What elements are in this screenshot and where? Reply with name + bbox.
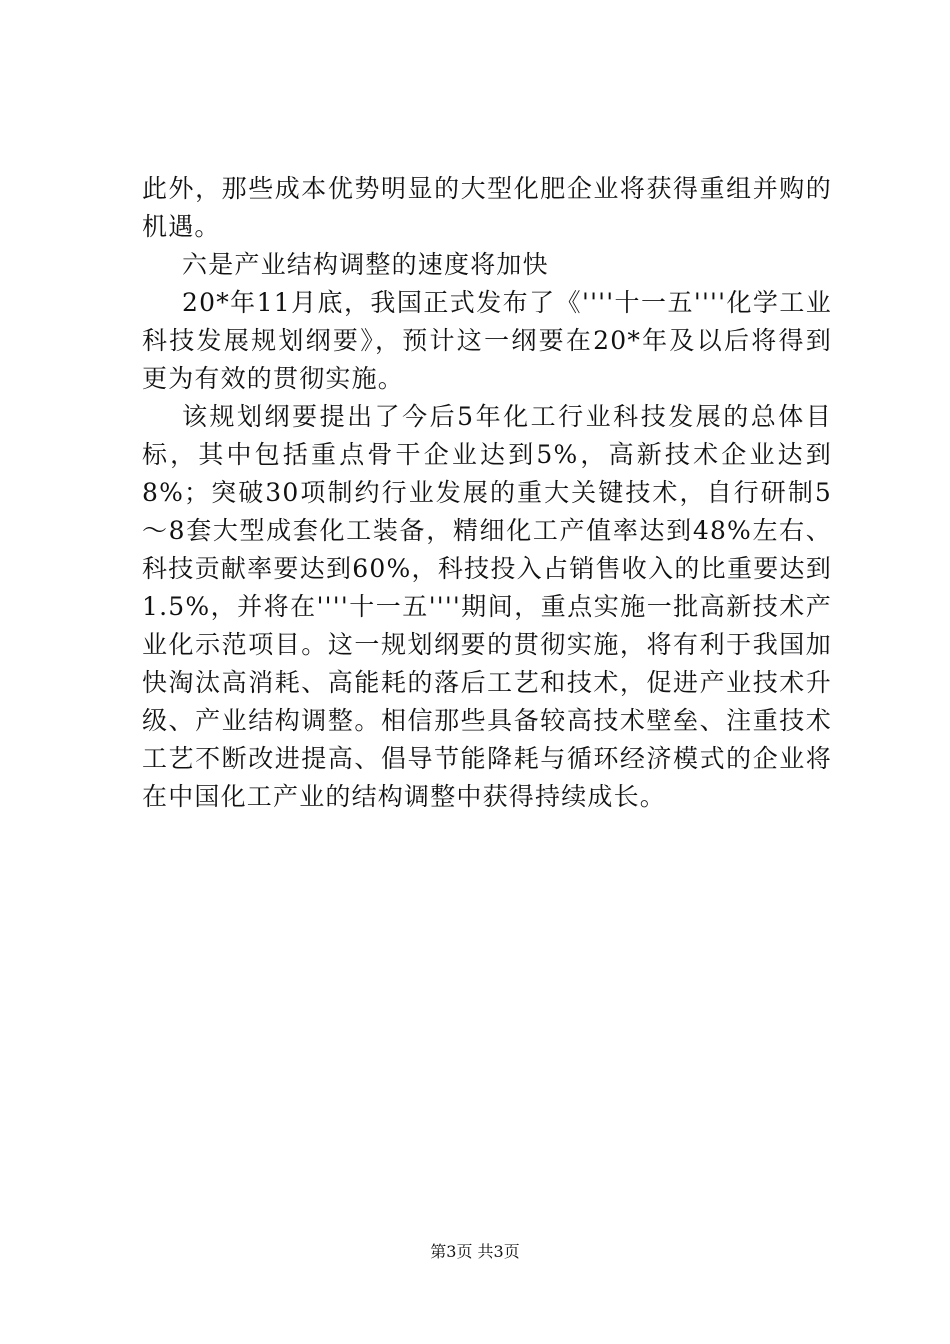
page-number-footer: 第3页 共3页 [430,1242,520,1261]
paragraph-heading-structure-adjustment: 六是产业结构调整的速度将加快 [182,250,549,279]
paragraph-plan-goals: 该规划纲要提出了今后5年化工行业科技发展的总体目标，其中包括重点骨干企业达到5%，高新技术企业达到8%；突破30项制约行业发展的重大关键技术，自行研制5～8套大型成套化工装备，精细化工产值率达到48%左右、科技贡献率要达到60%，科技投入占销售收入的比重要达到1.5%，并将在''''十一五''''期间，重点实施一批高新技术产业化示范项目。这一规划纲要的贯彻实施，将有利于我国加快淘汰高消耗、高能耗的落后工艺和技术，促进产业技术升级、产业结构调整。相信那些具备较高技术壁垒、注重技术工艺不断改进提高、倡导节能降耗与循环经济模式的企业将在中国化工产业的结构调整中获得持续成长。 [142,402,832,811]
paragraph-cost-advantage: 此外，那些成本优势明显的大型化肥企业将获得重组并购的机遇。 [142,174,832,241]
document-body [142,170,832,816]
paragraph-plan-release: 20*年11月底，我国正式发布了《''''十一五''''化学工业科技发展规划纲要》，预计这一纲要在20*年及以后将得到更为有效的贯彻实施。 [142,288,832,393]
